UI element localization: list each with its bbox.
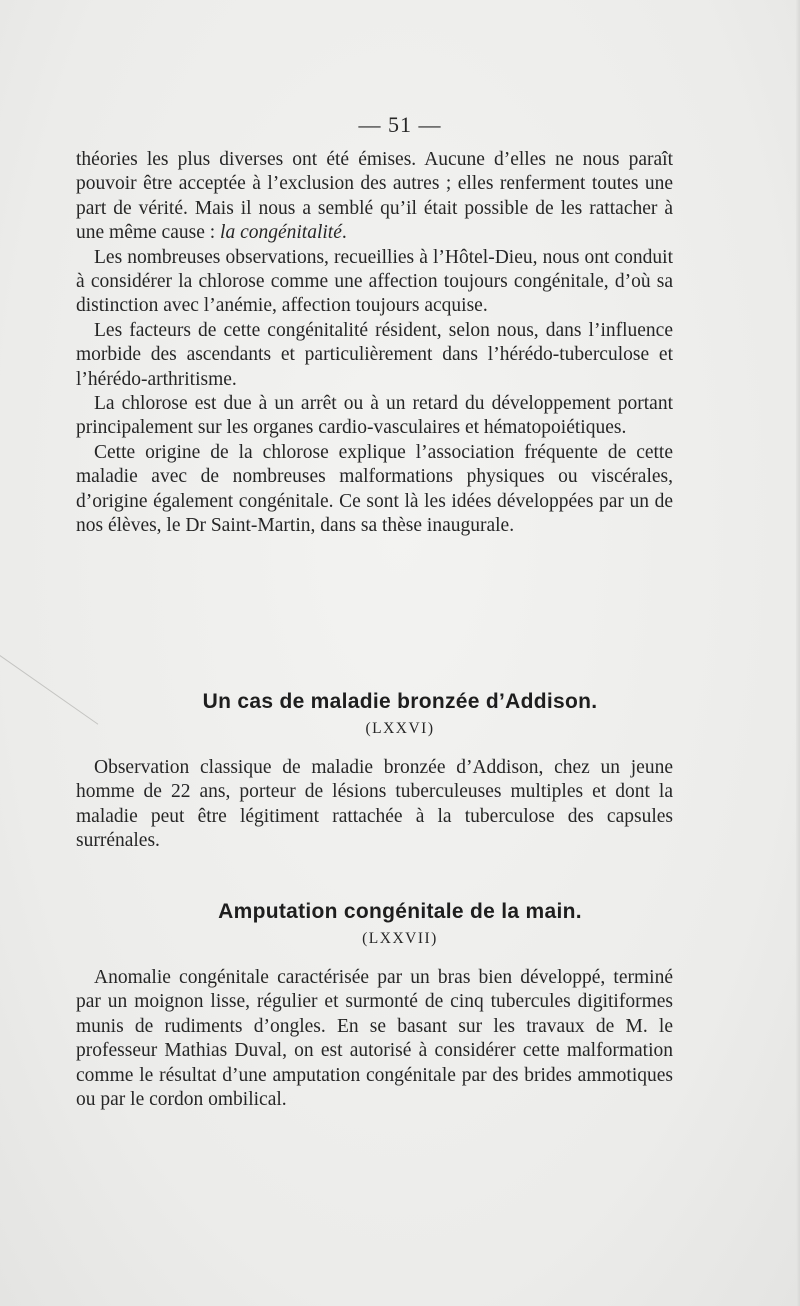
page-number: — 51 — bbox=[358, 112, 442, 137]
section-title-amputation: Amputation congénitale de la main. bbox=[218, 900, 582, 923]
section-title-addison: Un cas de maladie bronzée d’Addison. bbox=[202, 690, 598, 713]
page-edge-shadow bbox=[796, 0, 800, 1306]
section-number-addison: (LXXVI) bbox=[365, 720, 435, 737]
section-body-amputation: Anomalie congénitale caractérisée par un bras bien développé, terminé par un moignon lisse, régulier et surmonté de cinq tubercules digitiformes munis de rudiments d’ongles. En se basant sur les travaux de M. le professeur Mathias Duval, on est autorisé à considérer cette malformation comme le résultat d’une amputation congénitale par des brides ammotiques ou par le cordon ombilical. bbox=[76, 967, 673, 1111]
body-paragraph: Les nombreuses observations, recueillies à l’Hôtel-Dieu, nous ont conduit à considérer la chlorose comme une affection toujours congénitale, d’où sa distinction avec l’anémie, affection toujours acquise. bbox=[76, 246, 673, 317]
intro-text-block bbox=[76, 148, 673, 539]
body-paragraph: La chlorose est due à un arrêt ou à un retard du développement portant principalement sur les organes cardio-vasculaires et hématopoiétiques. bbox=[76, 393, 673, 439]
section-number-amputation: (LXXVII) bbox=[362, 930, 438, 947]
section-body-addison: Observation classique de maladie bronzée d’Addison, chez un jeune homme de 22 ans, porteur de lésions tuberculeuses multiples et dont la maladie peut être légitiment rattachée à la tuberculose des capsules surrénales. bbox=[76, 757, 673, 852]
amputation-text-block bbox=[76, 966, 673, 1112]
intro-text-end: . bbox=[341, 222, 347, 244]
intro-text: théories les plus diverses ont été émises. Aucune d’elles ne nous paraît pouvoir être acceptée à l’exclusion des autres ; elles renferment toutes une part de vérité. Mais il nous a semblé qu’il était possible de les rattacher à une même cause : bbox=[76, 149, 673, 244]
intro-paragraph bbox=[76, 148, 673, 246]
body-paragraph: Les facteurs de cette congénitalité résident, selon nous, dans l’influence morbide des ascendants et particulièrement dans l’hérédo-tuberculose et l’hérédo-arthritisme. bbox=[76, 319, 673, 390]
body-paragraph: Cette origine de la chlorose explique l’association fréquente de cette maladie avec de nombreuses malformations physiques ou viscérales, d’origine également congénitale. Ce sont là les idées développées par un de nos élèves, le Dr Saint-Martin, dans sa thèse inaugurale. bbox=[76, 441, 673, 537]
addison-text-block bbox=[76, 756, 673, 854]
intro-italic-term: la congénitalité bbox=[220, 222, 342, 244]
